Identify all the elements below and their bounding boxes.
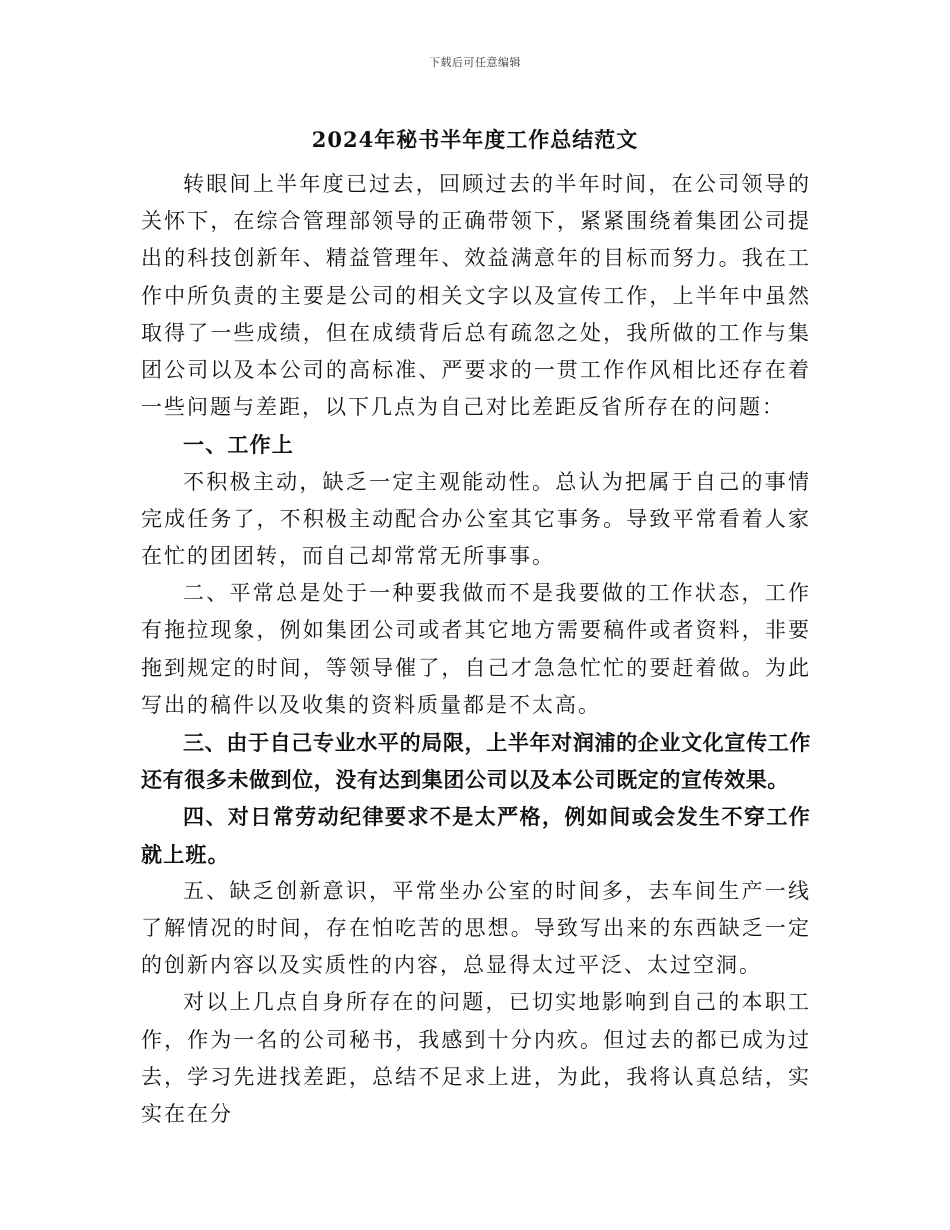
header-note: 下载后可任意编辑 (429, 56, 521, 69)
paragraph-discipline: 四、对日常劳动纪律要求不是太严格，例如间或会发生不穿工作就上班。 (141, 804, 811, 867)
document-body (141, 166, 811, 1133)
document-title: 2024年秘书半年度工作总结范文 (311, 127, 639, 152)
paragraph-professional-level: 三、由于自己专业水平的局限，上半年对润浦的企业文化宣传工作还有很多未做到位，没有达到集团公司以及本公司既定的宣传效果。 (141, 730, 811, 793)
paragraph-initiative: 不积极主动，缺乏一定主观能动性。总认为把属于自己的事情完成任务了，不积极主动配合办公室其它事务。导致平常看着人家在忙的团团转，而自己却常常无所事事。 (141, 469, 811, 569)
paragraph-intro: 转眼间上半年度已过去，回顾过去的半年时间，在公司领导的关怀下，在综合管理部领导的正确带领下，紧紧围绕着集团公司提出的科技创新年、精益管理年、效益满意年的目标而努力。我在工作中所负责的主要是公司的相关文字以及宣传工作，上半年中虽然取得了一些成绩，但在成绩背后总有疏忽之处，我所做的工作与集团公司以及本公司的高标准、严要求的一贯工作作风相比还存在着一些问题与差距，以下几点为自己对比差距反省所存在的问题： (141, 172, 811, 420)
paragraph-innovation: 五、缺乏创新意识，平常坐办公室的时间多，去车间生产一线了解情况的时间，存在怕吃苦的思想。导致写出来的东西缺乏一定的创新内容以及实质性的内容，总显得太过平泛、太过空洞。 (141, 878, 811, 978)
section-heading-work: 一、工作上 (183, 432, 294, 458)
paragraph-reflection: 对以上几点自身所存在的问题，已切实地影响到自己的本职工作，作为一名的公司秘书，我感到十分内疚。但过去的都已成为过去，学习先进找差距，总结不足求上进，为此，我将认真总结，实实在在分 (141, 990, 811, 1127)
paragraph-procrastination: 二、平常总是处于一种要我做而不是我要做的工作状态，工作有拖拉现象，例如集团公司或者其它地方需要稿件或者资料，非要拖到规定的时间，等领导催了，自己才急急忙忙的要赶着做。为此写出的稿件以及收集的资料质量都是不太高。 (141, 581, 811, 717)
